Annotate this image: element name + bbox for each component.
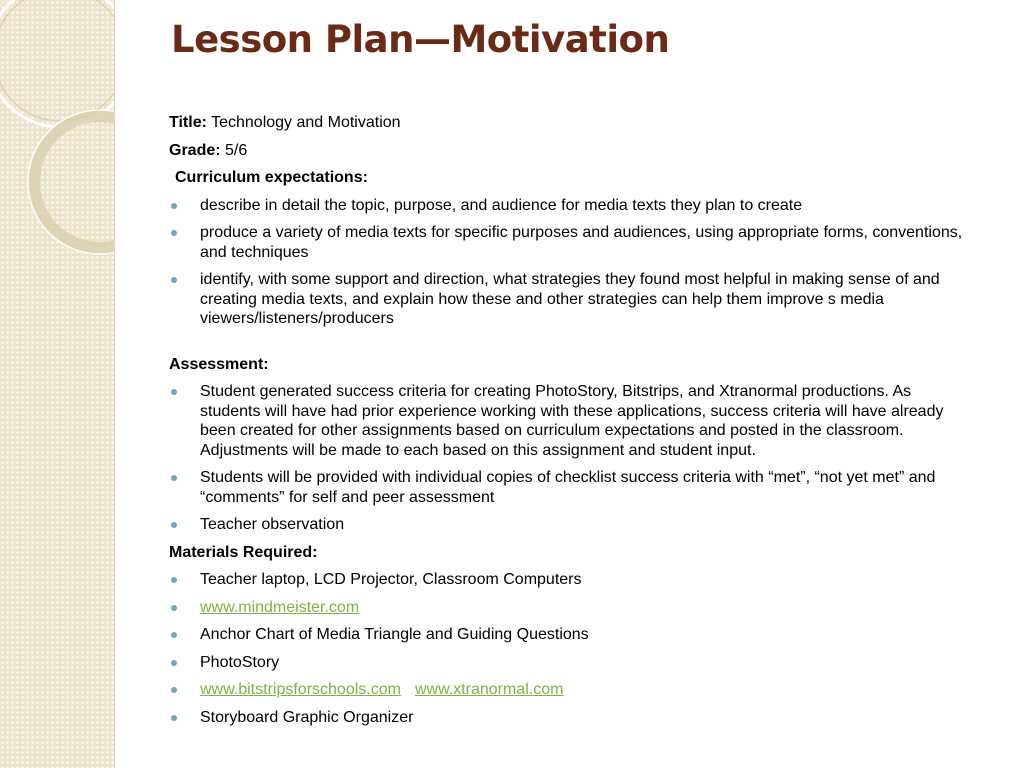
list-item: identify, with some support and direction, what strategies they found most helpful in making sense of and creating media texts, and explain how these and other strategies can help them improve s media viewers/listeners/producers <box>169 270 969 329</box>
bullet-icon <box>171 632 177 638</box>
list-item <box>169 598 969 618</box>
list-item: Anchor Chart of Media Triangle and Guiding Questions <box>169 625 969 645</box>
bullet-icon <box>171 687 177 693</box>
mindmeister-link[interactable]: www.mindmeister.com <box>200 598 360 616</box>
bitstrips-link[interactable]: www.bitstripsforschools.com <box>200 681 401 698</box>
bullet-icon <box>171 660 177 666</box>
curriculum-heading <box>169 168 969 188</box>
materials-label: Materials Required: <box>169 543 318 561</box>
list-item: Student generated success criteria for creating PhotoStory, Bitstrips, and Xtranormal productions. As students will have had prior experience working with these applications, success criteria will have already been created for other assignments based on curriculum expectations and posted in the classroom. Adjustments will be made to each based on this assignment and student input. <box>169 382 969 460</box>
bullet-icon <box>171 203 177 209</box>
bullet-icon <box>171 389 177 395</box>
decorative-rings <box>0 0 115 300</box>
title-value: Technology and Motivation <box>211 114 401 131</box>
grade-label: Grade: <box>169 141 221 159</box>
decorative-side-strip <box>0 0 115 768</box>
bullet-icon <box>171 577 177 583</box>
bullet-icon <box>171 475 177 481</box>
materials-heading <box>169 543 969 563</box>
assessment-label: Assessment: <box>169 355 269 373</box>
title-label: Title: <box>169 114 207 131</box>
title-field <box>169 113 969 133</box>
list-item: Teacher observation <box>169 515 969 535</box>
list-item: PhotoStory <box>169 653 969 673</box>
bullet-icon <box>171 715 177 721</box>
list-item: produce a variety of media texts for specific purposes and audiences, using appropriate forms, conventions, and techniques <box>169 223 969 262</box>
list-item: describe in detail the topic, purpose, and audience for media texts they plan to create <box>169 196 969 216</box>
xtranormal-link[interactable]: www.xtranormal.com <box>414 681 564 698</box>
slide-content <box>169 113 969 735</box>
list-item <box>169 680 969 700</box>
assessment-heading <box>169 355 969 375</box>
bullet-icon <box>171 277 177 283</box>
curriculum-list <box>169 196 969 329</box>
assessment-list <box>169 382 969 535</box>
materials-list <box>169 570 969 727</box>
bullet-icon <box>171 230 177 236</box>
list-item: Storyboard Graphic Organizer <box>169 708 969 728</box>
bullet-icon <box>171 605 177 611</box>
list-item: Teacher laptop, LCD Projector, Classroom Computers <box>169 570 969 590</box>
slide-title: Lesson Plan—Motivation <box>171 18 670 61</box>
bullet-icon <box>171 522 177 528</box>
grade-field <box>169 141 969 161</box>
list-item: Students will be provided with individual copies of checklist success criteria with “met”, “not yet met” and “comments” for self and peer assessment <box>169 468 969 507</box>
curriculum-label: Curriculum expectations: <box>175 169 368 186</box>
grade-value: 5/6 <box>225 141 248 159</box>
